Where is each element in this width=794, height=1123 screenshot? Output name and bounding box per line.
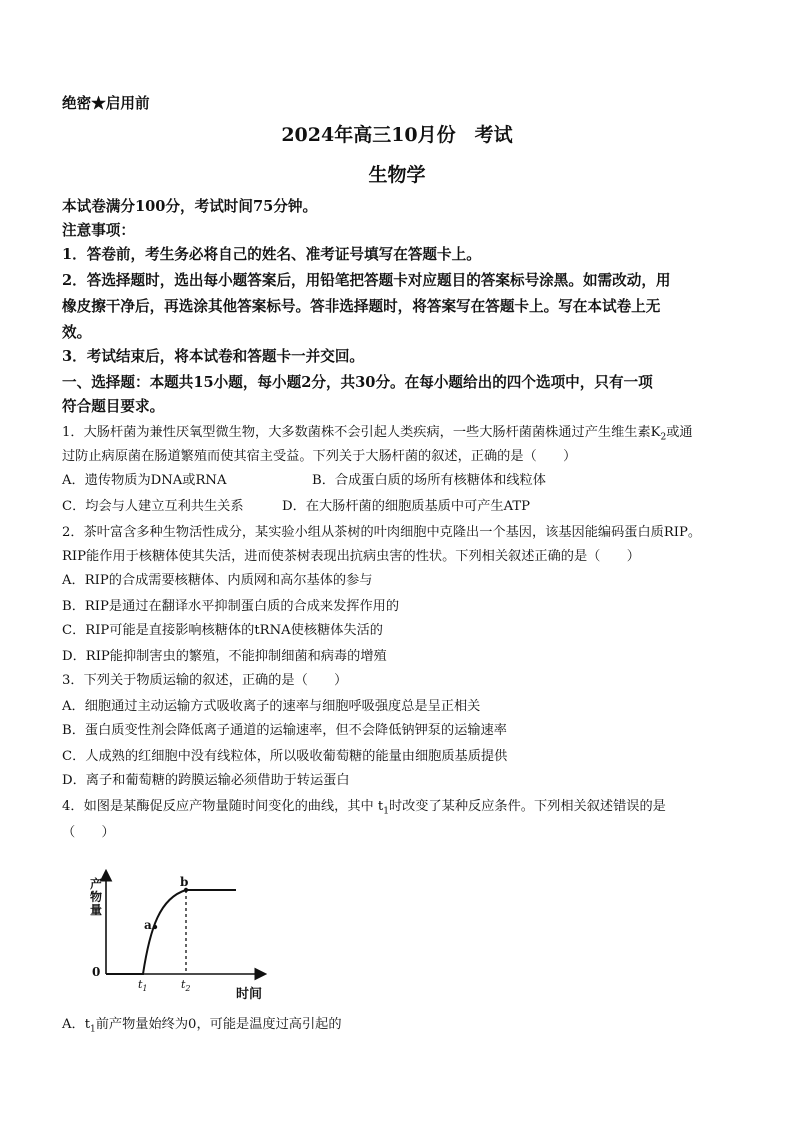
q4-stem-line-1: 4．如图是某酶促反应产物量随时间变化的曲线，其中 $t_1$时改变了某种反应条件。下列相关叙述错误的是	[62, 799, 666, 817]
q4-option-a: A．$t_1$前产物量始终为0，可能是温度过高引起的	[62, 1017, 342, 1035]
q2-option-d: D．RIP能抑制害虫的繁殖，不能抑制细菌和病毒的增殖	[62, 649, 387, 664]
q2-option-a: A．RIP的合成需要核糖体、内质网和高尔基体的参与	[62, 573, 373, 588]
section-1-line-2: 符合题目要求。	[62, 398, 165, 415]
product-time-figure	[78, 858, 278, 1006]
q3-option-a: A．细胞通过主动运输方式吸收离子的速率与细胞呼吸强度总是呈正相关	[62, 699, 481, 714]
y-axis-label	[90, 876, 106, 917]
q3-stem: 3．下列关于物质运输的叙述，正确的是（ ）	[62, 673, 348, 688]
note-2-line-2: 橡皮擦干净后，再选涂其他答案标号。答非选择题时，将答案写在答题卡上。写在本试卷上无	[62, 298, 661, 315]
section-1-line-1: 一、选择题：本题共15小题，每小题2分，共30分。在每小题给出的四个选项中，只有一项	[62, 374, 653, 391]
q2-stem-line-1: 2．茶叶富含多种生物活性成分，某实验小组从茶树的叶肉细胞中克隆出一个基因，该基因能编码蛋白质RIP。	[62, 525, 702, 540]
q1-option-a: A．遗传物质为DNA或RNA	[62, 473, 227, 488]
y-axis-label-char-3: 量	[90, 903, 103, 917]
q1-option-c: C．均会与人建立互利共生关系	[62, 499, 244, 514]
q2-option-b: B．RIP是通过在翻译水平抑制蛋白质的合成来发挥作用的	[62, 599, 400, 614]
product-curve	[106, 890, 236, 974]
t1-label: $t_1$	[138, 978, 148, 993]
exam-total: 本试卷满分100分，考试时间75分钟。	[62, 198, 318, 215]
notes-title: 注意事项：	[62, 222, 135, 239]
origin-label: 0	[92, 965, 101, 979]
point-a-marker	[153, 925, 157, 929]
q3-option-c: C．人成熟的红细胞中没有线粒体，所以吸收葡萄糖的能量由细胞质基质提供	[62, 749, 508, 764]
subject-title: 生物学	[368, 164, 426, 186]
point-b-label: b	[180, 875, 189, 889]
point-a-label: a	[144, 918, 152, 932]
q4-stem-line-2: （ ）	[62, 825, 115, 840]
q1-option-d: D．在大肠杆菌的细胞质基质中可产生ATP	[282, 499, 531, 514]
q2-option-c: C．RIP可能是直接影响核糖体的tRNA使核糖体失活的	[62, 623, 383, 638]
exam-title: 2024年高三10月份 考试	[281, 124, 513, 146]
q3-option-d: D．离子和葡萄糖的跨膜运输必须借助于转运蛋白	[62, 773, 350, 788]
note-2-line-3: 效。	[62, 324, 92, 341]
q1-stem-line-1: 1．大肠杆菌为兼性厌氧型微生物，大多数菌株不会引起人类疾病，一些大肠杆菌菌株通过产生维生素$K_2$或通	[62, 425, 693, 443]
t2-label: $t_2$	[181, 978, 191, 993]
q1-option-b: B．合成蛋白质的场所有核糖体和线粒体	[312, 473, 546, 488]
note-3: 3．考试结束后，将本试卷和答题卡一并交回。	[62, 348, 365, 365]
secret-label: 绝密★启用前	[62, 95, 150, 112]
y-axis-label-char-1: 产	[90, 877, 103, 891]
x-axis-label: 时间	[236, 987, 263, 1002]
q2-stem-line-2: RIP能作用于核糖体使其失活，进而使茶树表现出抗病虫害的性状。下列相关叙述正确的是（ ）	[62, 549, 640, 564]
note-2-line-1: 2．答选择题时，选出每小题答案后，用铅笔把答题卡对应题目的答案标号涂黑。如需改动，用	[62, 272, 671, 289]
note-1: 1．答卷前，考生务必将自己的姓名、准考证号填写在答题卡上。	[62, 246, 481, 263]
q1-stem-line-2: 过防止病原菌在肠道繁殖而使其宿主受益。下列关于大肠杆菌的叙述，正确的是（ ）	[62, 449, 577, 464]
y-axis-label-char-2: 物	[90, 890, 103, 904]
q3-option-b: B．蛋白质变性剂会降低离子通道的运输速率，但不会降低钠钾泵的运输速率	[62, 723, 507, 738]
